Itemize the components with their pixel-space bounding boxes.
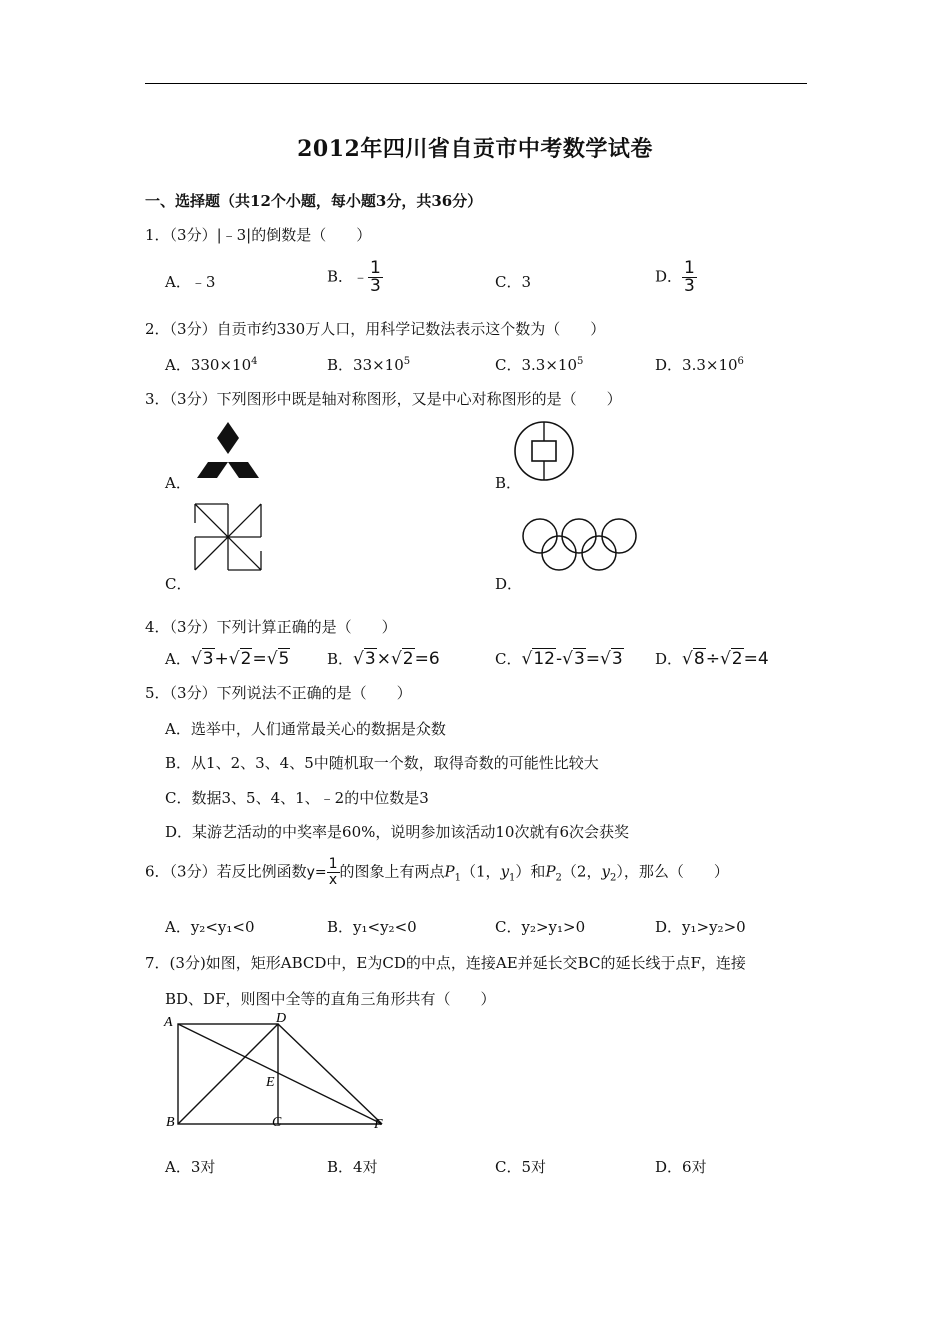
q6-option-a: A．y₂<y₁<0 [165,918,255,936]
sqrt-term: √3 [600,649,623,669]
question-1-stem: 1．（3分）|﹣3|的倒数是（ ） [145,226,372,244]
point-p2: P [545,862,556,881]
label-d: D [276,1011,287,1026]
point-p1-y-subscript: 1 [509,872,516,884]
q4-option-c-label: C． [495,650,522,668]
q4-option-a [165,648,290,669]
radicand: 2 [240,649,252,669]
q2-option-b-exponent: 5 [403,356,411,367]
sqrt-term: √2 [390,649,414,669]
point-p2-coord: （2， [561,862,602,881]
operator: × [376,649,391,669]
sqrt-term: √2 [719,649,743,669]
q6-option-d: D．y₁>y₂>0 [655,918,746,936]
q3-option-a: A． [165,474,191,492]
point-p1-coord: （1， [461,862,501,881]
q1-option-b-fraction [368,260,383,295]
operator: + [214,649,229,669]
fraction-denominator: x [328,872,338,888]
ring-3 [602,519,636,553]
q3-option-d: D． [495,575,523,593]
q6-option-b: B．y₁<y₂<0 [327,918,417,936]
fraction-numerator: 1 [684,258,695,278]
radicand: 3 [364,649,376,669]
q4-option-d-label: D． [655,650,683,668]
diamond-left [197,462,228,478]
radicand: 2 [731,649,743,669]
q1-option-a: A．﹣3 [165,273,216,291]
sqrt-term: √8 [682,649,705,669]
q7-option-a: A．3对 [165,1158,216,1176]
q1-option-c: C．3 [495,273,532,291]
ring-1 [523,519,557,553]
olympic-rings-figure [522,516,640,574]
q4-option-b-label: B． [327,650,354,668]
fraction-denominator: 3 [684,276,695,296]
q6-function-fraction [327,857,340,888]
question-5-stem: 5．（3分）下列说法不正确的是（ ） [145,684,412,702]
ring-2 [562,519,596,553]
q5-option-d: D．某游艺活动的中奖率是60%，说明参加该活动10次就有6次会获奖 [165,823,629,841]
equals-sign: = [585,649,601,669]
pinwheel-figure [194,503,262,571]
diamond-top [217,422,239,454]
point-p1-subscript: 1 [454,872,462,884]
q2-option-a [165,354,258,375]
rectangle-abcd-figure [160,1011,400,1134]
q2-option-c [495,354,583,375]
question-2-stem: 2．（3分）自贡市约330万人口，用科学记数法表示这个数为（ ） [145,320,606,338]
page-title: 2012年四川省自贡市中考数学试卷 [297,136,653,162]
q2-option-c-base: C．3.3×10 [495,356,577,374]
q5-option-b: B．从1、2、3、4、5中随机取一个数，取得奇数的可能性比较大 [165,754,599,772]
q2-option-d-base: D．3.3×10 [655,356,738,374]
question-7-stem-line1: 7．(3分)如图，矩形ABCD中，E为CD的中点，连接AE并延长交BC的延长线于点F，连接 [145,954,746,972]
q3-option-c: C． [165,575,192,593]
question-7-stem-line2: BD、DF，则图中全等的直角三角形共有（ ） [165,990,496,1008]
point-p2-coord-end: ），那么（ ） [616,862,729,881]
point-p1-y: y [500,862,510,881]
question-3-stem: 3．（3分）下列图形中既是轴对称图形，又是中心对称图形的是（ ） [145,390,622,408]
sqrt-term: √2 [228,649,252,669]
radicand: 2 [402,649,414,669]
point-p2-y: y [601,862,610,881]
q2-option-d-exponent: 6 [737,356,744,367]
sqrt-term: √3 [190,649,214,669]
label-b: B [166,1115,175,1130]
equals-result: =6 [414,649,440,669]
q7-option-b: B．4对 [327,1158,378,1176]
radicand: 3 [202,649,214,669]
q1-option-b-label: B． [327,267,354,286]
q6-function-lhs: y= [306,864,327,881]
fraction-denominator: 3 [370,276,381,296]
q1-option-d-fraction [682,260,697,295]
question-6-stem [145,857,729,888]
q2-option-a-base: A．330×10 [165,356,252,374]
question-4-stem: 4．（3分）下列计算正确的是（ ） [145,618,397,636]
line-b-d [178,1024,278,1124]
coin-circle-figure [513,420,575,482]
equals-sign: = [252,649,267,669]
radicand: 8 [693,649,705,669]
q6-stem-middle: 的图象上有两点 [339,862,445,881]
operator: - [555,649,563,669]
q6-option-c: C．y₂>y₁>0 [495,918,586,936]
section-heading: 一、选择题（共12个小题，每小题3分，共36分） [145,192,483,210]
q3-option-b: B． [495,474,522,492]
point-p2-subscript: 2 [555,872,562,884]
inner-square [532,441,556,461]
label-c: C [272,1115,282,1130]
q6-stem-prefix: 6．（3分）若反比例函数 [145,862,307,881]
q5-option-a: A．选举中，人们通常最关心的数据是众数 [165,720,446,738]
label-f: F [374,1117,383,1132]
point-p1: P [444,862,455,881]
line-d-f [278,1024,382,1124]
q1-option-b-sign: ﹣ [353,267,369,286]
q7-option-c: C．5对 [495,1158,547,1176]
sqrt-term: √3 [353,649,376,669]
sqrt-term: √3 [562,649,585,669]
ring-5 [582,536,616,570]
diamond-right [228,462,259,478]
line-a-f [178,1024,382,1124]
header-rule [145,83,807,84]
q1-option-d-label: D． [655,267,683,286]
sqrt-term: √12 [521,649,555,669]
q7-option-d: D．6对 [655,1158,707,1176]
ring-4 [542,536,576,570]
equals-result: =4 [743,649,769,669]
q1-option-b [327,260,383,295]
q4-option-d [655,648,769,669]
operator: ÷ [705,649,720,669]
q4-option-c [495,648,624,669]
q2-option-a-exponent: 4 [251,356,258,367]
q2-option-d [655,354,744,375]
q2-option-b-base: B．33×10 [327,356,404,374]
label-e: E [266,1075,275,1090]
radicand: 5 [278,649,290,669]
q5-option-c: C．数据3、5、4、1、﹣2的中位数是3 [165,789,429,807]
q2-option-b [327,354,410,375]
fraction-numerator: 1 [328,856,338,872]
three-diamonds-figure [195,420,261,482]
q1-option-d [655,260,697,295]
radicand: 3 [573,649,585,669]
point-p2-y-subscript: 2 [609,872,617,884]
q4-option-b [327,648,440,669]
radicand: 12 [533,649,555,669]
q4-option-a-label: A． [165,650,191,668]
point-p1-coord-end: ）和 [515,862,546,881]
label-a: A [164,1015,173,1030]
sqrt-term: √5 [266,649,290,669]
radicand: 3 [611,649,623,669]
q2-option-c-exponent: 5 [577,356,584,367]
fraction-numerator: 1 [370,258,381,278]
